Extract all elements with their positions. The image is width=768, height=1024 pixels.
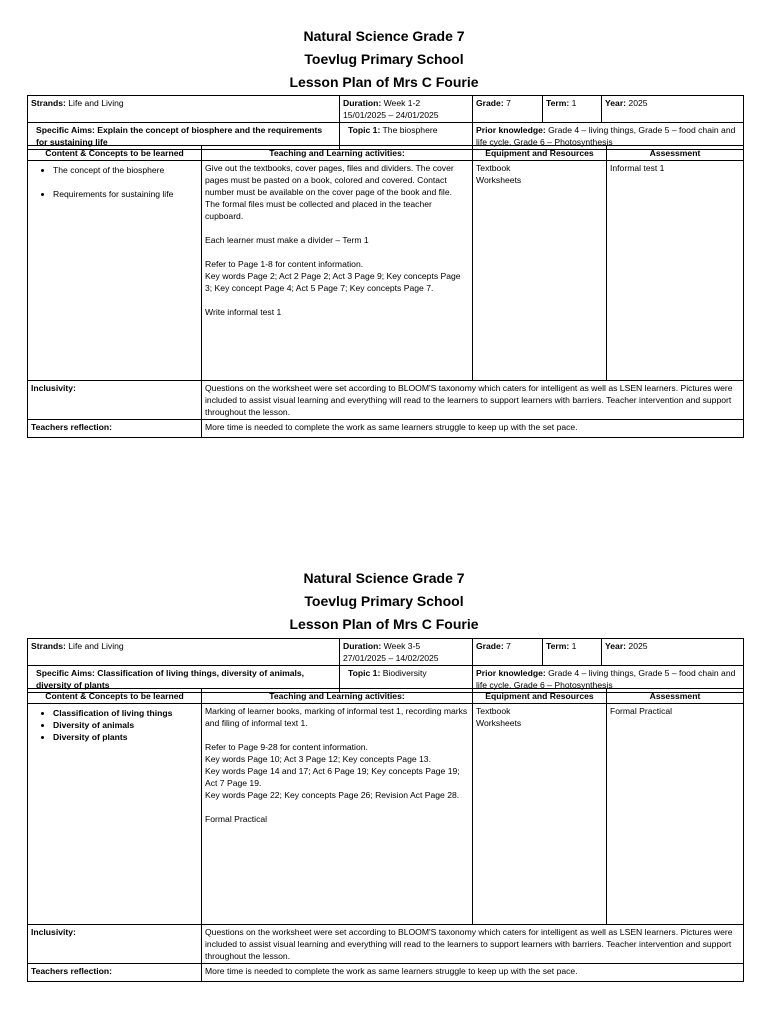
strands-label: Strands: (31, 98, 66, 108)
activities-column-header: Teaching and Learning activities: (202, 146, 473, 161)
assessment-cell: Formal Practical (607, 704, 744, 925)
term-cell (543, 96, 602, 123)
year-value: 2025 (628, 641, 648, 651)
lesson-plan-1 (0, 25, 768, 94)
equipment-item: Worksheets (476, 718, 522, 728)
term-value: 1 (571, 98, 577, 108)
content-column-header: Content & Concepts to be learned (28, 689, 202, 704)
concept-item: • Requirements for sustaining life (53, 188, 198, 200)
equipment-item: Textbook (476, 163, 511, 173)
inclusivity-label: Inclusivity: (28, 381, 202, 420)
specific-aims: Specific Aims: Explain the concept of biosphere and the requirements for sustaining life (28, 123, 340, 150)
equipment-column-header: Equipment and Resources (473, 146, 607, 161)
concept-list (31, 164, 198, 200)
equipment-cell (473, 704, 607, 925)
activity-paragraph: Formal Practical (205, 814, 268, 824)
strands-value: Life and Living (68, 641, 124, 651)
duration-cell (340, 96, 473, 123)
prior-knowledge-label: Prior knowledge: (476, 668, 546, 678)
lesson-plan-table-2 (27, 638, 744, 693)
equipment-column-header: Equipment and Resources (473, 689, 607, 704)
reflection-value: More time is needed to complete the work as same learners struggle to keep up with the set pace. (202, 420, 744, 438)
plan-title: Lesson Plan of Mrs C Fourie (289, 616, 479, 632)
concept-item: • The concept of the biosphere (53, 164, 198, 176)
lesson-plan-table-1 (27, 95, 744, 150)
duration-label: Duration: (343, 641, 382, 651)
activities-cell (202, 161, 473, 381)
strands-cell (28, 96, 340, 123)
year-cell (602, 96, 744, 123)
activity-paragraph: Write informal test 1 (205, 307, 282, 317)
inclusivity-label: Inclusivity: (28, 925, 202, 964)
reflection-label: Teachers reflection: (28, 420, 202, 438)
topic-value: The biosphere (382, 125, 438, 135)
activity-paragraph: Refer to Page 1-8 for content information. Key words Page 2; Act 2 Page 2; Act 3 Page 9; Key concepts Page 3; Key concept Page 4; Act 5 Page 7; Key concepts Page 7. (205, 259, 461, 293)
year-label: Year: (605, 98, 627, 108)
concept-item: • Classification of living things (53, 707, 198, 719)
equipment-item: Textbook (476, 706, 511, 716)
equipment-item: Worksheets (476, 175, 522, 185)
assessment-column-header: Assessment (607, 689, 744, 704)
concept-item: • Diversity of animals (53, 719, 198, 731)
concepts-cell (28, 161, 202, 381)
reflection-value: More time is needed to complete the work as same learners struggle to keep up with the set pace. (202, 964, 744, 982)
term-value: 1 (571, 641, 577, 651)
topic-value: Biodiversity (382, 668, 427, 678)
plan-heading (0, 25, 768, 94)
concepts-cell (28, 704, 202, 925)
lesson-plan-body-1 (27, 145, 744, 438)
lesson-plan-body-2 (27, 688, 744, 982)
reflection-label: Teachers reflection: (28, 964, 202, 982)
subject-heading: Natural Science Grade 7 (303, 570, 465, 586)
subject-heading: Natural Science Grade 7 (303, 28, 465, 44)
school-heading: Toevlug Primary School (304, 51, 464, 67)
term-label: Term: (546, 641, 570, 651)
inclusivity-value: Questions on the worksheet were set according to BLOOM'S taxonomy which caters for intelligent as well as LSEN learners. Pictures were included to assist visual learning and everything will read to the learners to support learners with barriers. Teacher intervention and support throughout the lesson. (202, 381, 744, 420)
duration-dates: 27/01/2025 – 14/02/2025 (343, 653, 439, 663)
strands-value: Life and Living (68, 98, 124, 108)
grade-cell (473, 96, 543, 123)
assessment-cell: Informal test 1 (607, 161, 744, 381)
equipment-cell (473, 161, 607, 381)
activity-paragraph: Refer to Page 9-28 for content information. Key words Page 10; Act 3 Page 12; Key concepts Page 13. Key words Page 14 and 17; Act 6 Page 19; Key concepts Page 19; Act 7 Page 19. Key words Page 22; Key concepts Page 26; Revision Act Page 28. (205, 742, 460, 800)
prior-knowledge-value: Grade 4 – living things, Grade 5 – food chain and life cycle, Grade 6 – Photosynthesis (476, 125, 736, 147)
plan-title: Lesson Plan of Mrs C Fourie (289, 74, 479, 90)
prior-knowledge-label: Prior knowledge: (476, 125, 546, 135)
topic-label: Topic 1: (348, 125, 381, 135)
inclusivity-value: Questions on the worksheet were set according to BLOOM'S taxonomy which caters for intelligent as well as LSEN learners. Pictures were included to assist visual learning and everything will read to the learners to support learners with barriers. Teacher intervention and support throughout the lesson. (202, 925, 744, 964)
activity-paragraph: Each learner must make a divider – Term 1 (205, 235, 369, 245)
strands-cell (28, 639, 340, 666)
term-cell (543, 639, 602, 666)
school-heading: Toevlug Primary School (304, 593, 464, 609)
year-value: 2025 (628, 98, 648, 108)
duration-label: Duration: (343, 98, 382, 108)
duration-value: Week 1-2 (383, 98, 421, 108)
specific-aims: Specific Aims: Classification of living things, diversity of animals, diversity of plants (28, 666, 340, 693)
grade-value: 7 (506, 641, 511, 651)
plan-heading (0, 567, 768, 636)
activity-paragraph: Marking of learner books, marking of informal test 1, recording marks and filing of informal text 1. (205, 706, 468, 728)
grade-label: Grade: (476, 98, 504, 108)
activity-paragraph: Give out the textbooks, cover pages, files and dividers. The cover pages must be pasted on a book, colored and covered. Contact number must be available on the cover page of the book and file. The formal files must be collected and placed in the teacher cupboard. (205, 163, 454, 221)
year-cell (602, 639, 744, 666)
prior-knowledge-value: Grade 4 – living things, Grade 5 – food chain and life cycle, Grade 6 – Photosynthesis (476, 668, 736, 690)
concept-item: • Diversity of plants (53, 731, 198, 743)
activities-column-header: Teaching and Learning activities: (202, 689, 473, 704)
grade-cell (473, 639, 543, 666)
duration-cell (340, 639, 473, 666)
term-label: Term: (546, 98, 570, 108)
duration-value: Week 3-5 (383, 641, 421, 651)
grade-label: Grade: (476, 641, 504, 651)
duration-dates: 15/01/2025 – 24/01/2025 (343, 110, 439, 120)
content-column-header: Content & Concepts to be learned (28, 146, 202, 161)
grade-value: 7 (506, 98, 511, 108)
topic-label: Topic 1: (348, 668, 381, 678)
concept-list (31, 707, 198, 743)
activities-cell (202, 704, 473, 925)
year-label: Year: (605, 641, 627, 651)
strands-label: Strands: (31, 641, 66, 651)
lesson-plan-2 (0, 567, 768, 636)
assessment-column-header: Assessment (607, 146, 744, 161)
